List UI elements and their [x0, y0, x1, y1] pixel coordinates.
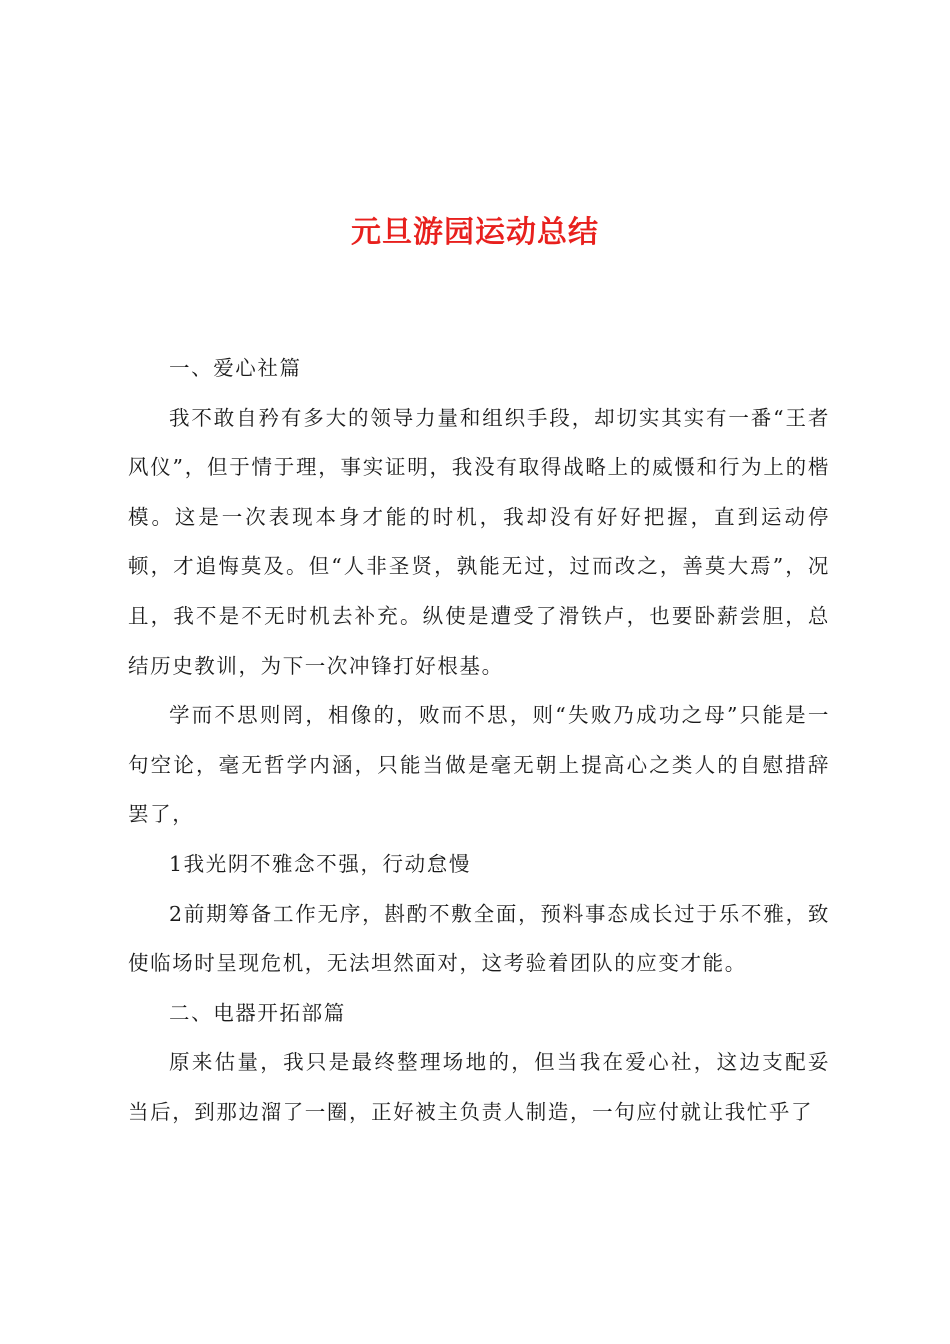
section-heading-aixinshe: 一、爱心社篇 — [169, 356, 302, 380]
body-paragraph: 学而不思则罔，相像的，败而不思，则“失败乃成功之母”只能是一句空论，毫无哲学内涵，只能当做是毫无朝上提高心之类人的自慰措辞罢了， — [128, 703, 830, 827]
body-paragraph: 原来估量，我只是最终整理场地的，但当我在爱心社，这边支配妥当后，到那边溜了一圈，正好被主负责人制造，一句应付就让我忙乎了 — [128, 1050, 830, 1124]
list-item-1: 1我光阴不雅念不强，行动怠慢 — [169, 851, 471, 876]
list-item-2: 2前期筹备工作无序，斟酌不敷全面，预料事态成长过于乐不雅，致使临场时呈现危机，无法坦然面对，这考验着团队的应变才能。 — [128, 901, 830, 976]
document-body — [128, 344, 830, 1138]
body-paragraph: 我不敢自矜有多大的领导力量和组织手段，却切实其实有一番“王者风仪”，但于情于理，事实证明，我没有取得战略上的威慑和行为上的楷模。这是一次表现本身才能的时机，我却没有好好把握，直到运动停顿，才追悔莫及。但“人非圣贤，孰能无过，过而改之，善莫大焉”，况且，我不是不无时机去补充。纵使是遭受了滑铁卢，也要卧薪尝胆，总结历史教训，为下一次冲锋打好根基。 — [128, 405, 830, 678]
document-title: 元旦游园运动总结 — [351, 215, 599, 250]
section-heading-dianqi: 二、电器开拓部篇 — [169, 1000, 346, 1025]
